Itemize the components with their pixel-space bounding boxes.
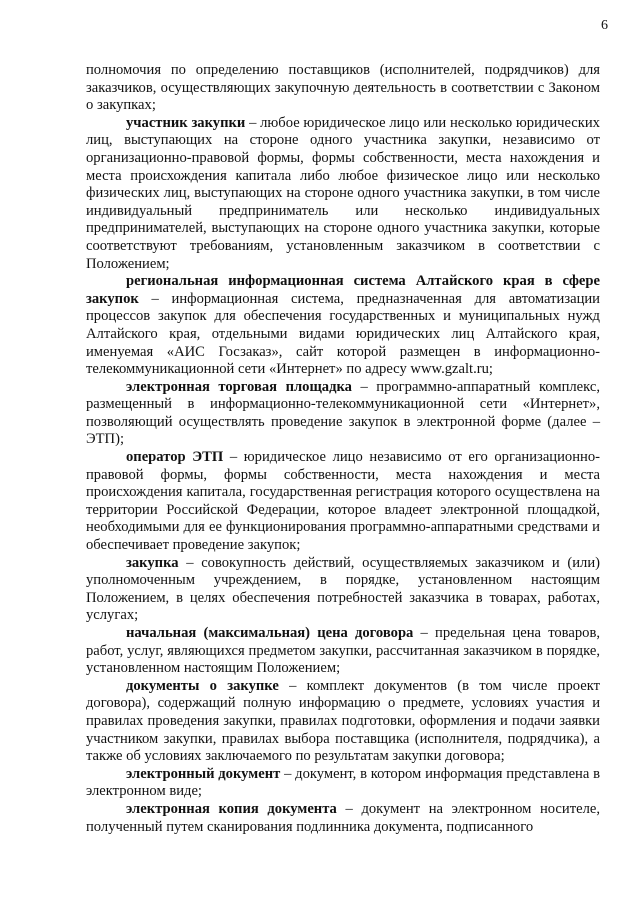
definition-etp-operator <box>86 449 600 555</box>
defined-term: региональная информационная система Алтайского края в сфере закупок <box>86 273 600 307</box>
definition-procurement-documents <box>86 678 600 766</box>
definition-etp <box>86 379 600 449</box>
definition-text: – документ, в котором информация представлена в электронном виде; <box>86 765 601 800</box>
definition-text: – документ на электронном носителе, полученный путем сканирования подлинника документа, подписанного <box>86 800 600 835</box>
paragraph-continuation <box>86 62 600 115</box>
document-body <box>86 62 600 836</box>
defined-term: начальная (максимальная) цена договора <box>126 625 414 641</box>
definition-text: – любое юридическое лицо или несколько юридических лиц, выступающих на стороне одного участника закупки, независимо от организационно-правовой формы, формы собственности, места нахождения и места происхождения капитала либо любое физическое лицо или несколько физических лиц, выступающих на стороне одного участника закупки, в том числе индивидуальный предприниматель или несколько индивидуальных предпринимателей, выступающих на стороне одного участника закупки, которые соответствуют требованиям, установленным заказчиком в соответствии с Положением; <box>86 114 600 272</box>
definition-text: – юридическое лицо независимо от его организационно-правовой формы, формы собственности, места нахождения и места происхождения капитала, государственная регистрация которого осуществлена на территории Российской Федерации, которое владеет электронной площадкой, необходимыми для ее функционирования программно-аппаратными средствами и обеспечивает проведение закупок; <box>86 449 600 554</box>
definition-electronic-copy <box>86 801 600 836</box>
definition-procurement <box>86 555 600 625</box>
definition-text: – информационная система, предназначенная для автоматизации процессов закупок для обеспечения государственных и муниципальных нужд Алтайского края, отдельными видами юридических лиц Алтайского края, именуемая «АИС Госзаказ», сайт которой размещен в информационно-телекоммуникационной сети «Интернет» по адресу www.gzalt.ru; <box>86 290 600 378</box>
paragraph-text: полномочия по определению поставщиков (исполнителей, подрядчиков) для заказчиков, осуществляющих закупочную деятельность в соответствии с Законом о закупках; <box>86 62 600 114</box>
defined-term: закупка <box>126 554 179 571</box>
definition-participant <box>86 115 600 273</box>
defined-term: документы о закупке <box>126 677 279 694</box>
definition-text: – совокупность действий, осуществляемых заказчиком и (или) уполномоченным учреждением, в порядке, установленном настоящим Положением, в целях обеспечения потребностей заказчика в товарах, работах, услугах; <box>86 554 600 624</box>
page-number: 6 <box>601 18 608 33</box>
defined-term: участник закупки <box>126 114 246 131</box>
definition-text: – комплект документов (в том числе проект договора), содержащий полную информацию о предмете, условиях участия и правилах проведения закупки, правилах подготовки, оформления и подачи заявки участником закупки, правилах выбора поставщика (исполнителя, подрядчика), а также об условиях заключаемого по результатам закупки договора; <box>86 677 600 765</box>
defined-term: оператор ЭТП <box>126 449 224 466</box>
defined-term: электронная торговая площадка <box>126 378 352 395</box>
definition-initial-price <box>86 625 600 678</box>
definition-electronic-document <box>86 766 600 801</box>
definition-text: – программно-аппаратный комплекс, размещенный в информационно-телекоммуникационной сети «Интернет», позволяющий осуществлять проведение закупок в электронной форме (далее – ЭТП); <box>86 378 600 448</box>
definition-text: – предельная цена товаров, работ, услуг, являющихся предметом закупки, рассчитанная заказчиком в порядке, установленном настоящим Положением; <box>86 625 600 677</box>
defined-term: электронная копия документа <box>126 800 337 817</box>
defined-term: электронный документ <box>126 765 281 782</box>
definition-regional-system <box>86 273 600 379</box>
